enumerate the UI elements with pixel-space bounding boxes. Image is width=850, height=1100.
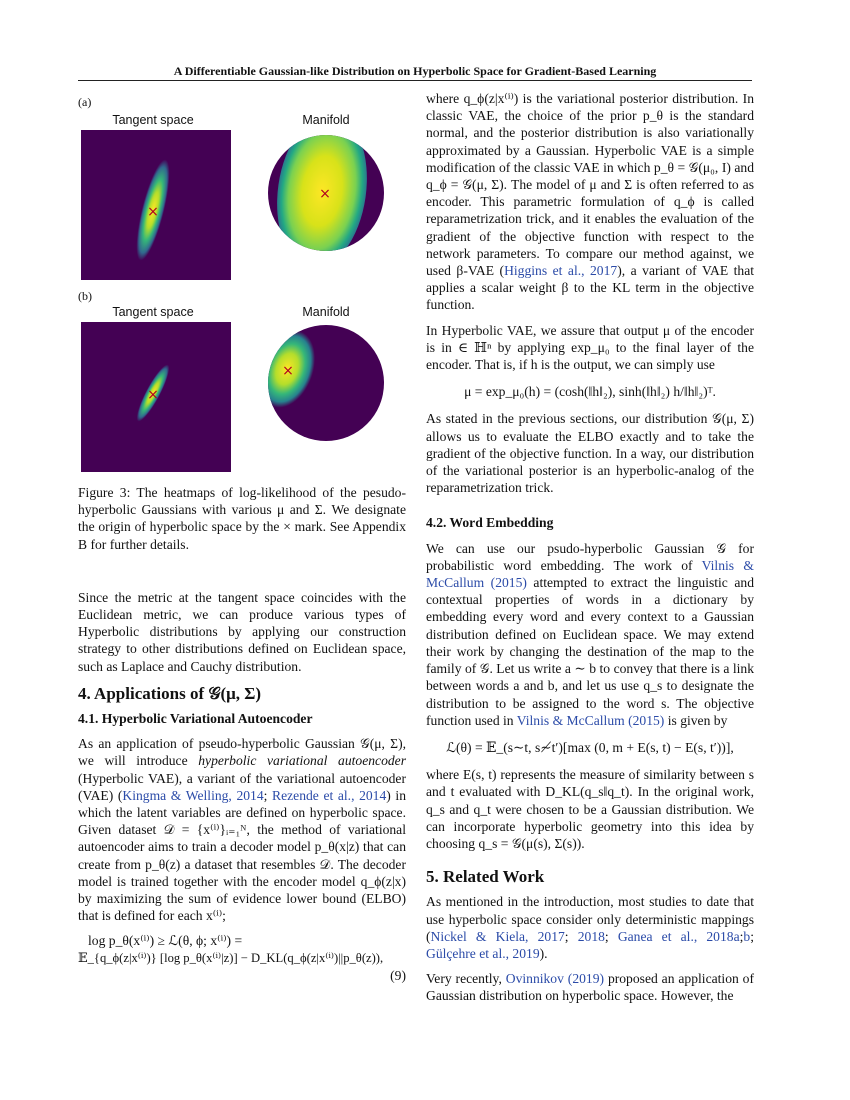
equation-exp-map: μ = exp_μ₀(h) = (cosh(‖h‖₂), sinh(‖h‖₂) h/‖h‖₂)ᵀ.	[464, 384, 716, 400]
origin-mark: ×	[319, 186, 331, 202]
origin-mark: ×	[147, 204, 159, 220]
panel-b-label: (b)	[78, 289, 92, 303]
tangent-title-a: Tangent space	[112, 113, 194, 127]
paragraph-word-embedding: We can use our psudo-hyperbolic Gaussian 𝒢 for probabilistic word embedding. The work of Vilnis & McCallum (2015) attempted to extract the linguistic and contextual properties of words in a dictionary by embedding every word and every context to a Gaussian distribution defined on Euclidean space. We may extend their work by changing the destination of the map to the family of 𝒢. Let us write a ∼ b to convey that there is a link between words a and b, and let us use q_s to designate the distribution to be assigned to the word s. The objective function used in Vilnis & McCallum (2015) is given by	[426, 540, 754, 728]
tangent-heatmap-a	[81, 130, 231, 280]
section-5-heading: 5. Related Work	[426, 867, 545, 887]
citation-link[interactable]: Nickel & Kiela, 2017	[430, 928, 565, 944]
equation-number: (9)	[390, 967, 406, 983]
equation-objective: ℒ(θ) = 𝔼_(s∼t, s≁t′)[max (0, m + E(s, t) − E(s, t′))],	[446, 739, 734, 755]
subsection-4-2-heading: 4.2. Word Embedding	[426, 515, 554, 531]
paragraph-vae: As an application of pseudo-hyperbolic Gaussian 𝒢(μ, Σ), we will introduce hyperbolic variational autoencoder (Hyperbolic VAE), a variant of the variational autoencoder (VAE) (Kingma & Welling, 2014; Rezende et al., 2014) in which the latent variables are defined on hyperbolic space. Given dataset 𝒟 = {x⁽ⁱ⁾}ᵢ₌₁ᴺ, the method of variational autoencoder aims to train a decoder model p_θ(x|z) that can create from p_θ(z) a dataset that resembles 𝒟. The decoder model is trained together with the encoder model q_ϕ(z|x) by maximizing the sum of evidence lower bound (ELBO) that is defined for each x⁽ⁱ⁾;	[78, 736, 406, 924]
paragraph: Since the metric at the tangent space coincides with the Euclidean metric, we can produce various types of Hyperbolic distributions by applying our construction strategy to other distributions defined on Euclidean space, such as Laplace and Cauchy distribution.	[78, 589, 406, 674]
citation-link[interactable]: Kingma & Welling, 2014	[122, 787, 264, 803]
origin-mark: ×	[147, 387, 159, 403]
manifold-title-b: Manifold	[302, 305, 350, 319]
citation-link[interactable]: Ovinnikov (2019)	[505, 971, 605, 987]
paragraph: In Hyperbolic VAE, we assure that output μ of the encoder is in ∈ ℍⁿ by applying exp_μ₀ to the final layer of the encoder. That is, if h is the output, we can simply use	[426, 322, 754, 373]
citation-link[interactable]: Gülçehre et al., 2019	[426, 945, 540, 961]
figure-3	[78, 90, 406, 470]
origin-mark: ×	[282, 363, 294, 379]
citation-link[interactable]: Vilnis & McCallum (2015)	[426, 557, 754, 591]
citation-link[interactable]: b	[743, 928, 751, 944]
manifold-heatmap-b	[260, 317, 392, 449]
tangent-heatmap-b	[81, 322, 231, 472]
tangent-title-b: Tangent space	[112, 305, 194, 319]
citation-link[interactable]: Higgins et al., 2017	[504, 263, 618, 279]
paragraph-related: As mentioned in the introduction, most studies to date that use hyperbolic space consider only deterministic mappings (Nickel & Kiela, 2017; 2018; Ganea et al., 2018a;b; Gülçehre et al., 2019).	[426, 894, 754, 961]
subsection-4-1-heading: 4.1. Hyperbolic Variational Autoencoder	[78, 711, 313, 727]
left-column	[78, 90, 406, 992]
panel-a-label: (a)	[78, 95, 92, 109]
manifold-heatmap-a	[260, 127, 392, 259]
figure-caption: Figure 3: The heatmaps of log-likelihood of the pesudo-hyperbolic Gaussians with various μ and Σ. We designate the origin of hyperbolic space by the × mark. See Appendix B for further details.	[78, 485, 406, 552]
citation-link[interactable]: 2018	[577, 928, 605, 944]
equation-9: log p_θ(x⁽ⁱ⁾) ≥ ℒ(θ, ϕ; x⁽ⁱ⁾) = 𝔼_{q_ϕ(z|x⁽ⁱ⁾)} [log p_θ(x⁽ⁱ⁾|z)] − D_KL(q_ϕ(z|x⁽ⁱ⁾)||p_θ(z)), (9)	[78, 933, 406, 983]
header-rule	[78, 80, 752, 81]
paragraph: As stated in the previous sections, our distribution 𝒢(μ, Σ) allows us to evaluate the ELBO exactly and to take the gradient of the objective function. In a way, our distribution of the variational posterior is an hyperbolic-analog of the reparametrization trick.	[426, 411, 754, 496]
paragraph: where q_ϕ(z|x⁽ⁱ⁾) is the variational posterior distribution. In classic VAE, the choice of the prior p_θ is the standard normal, and the posterior distribution is also variationally approximated by a Gaussian. Hyperbolic VAE is a simple modification of the classic VAE in which p_θ = 𝒢(μ₀, I) and q_ϕ = 𝒢(μ, Σ). The model of μ and Σ is often referred to as encoder. This parametric formulation of q_ϕ is called reparametrization trick, and it enables the evaluation of the gradient of the objective function with respect to the network parameters. To compare our method against, we used β-VAE (Higgins et al., 2017), a variant of VAE that applies a scalar weight β to the KL term in the objective function.	[426, 91, 755, 313]
citation-link[interactable]: Vilnis & McCallum (2015)	[516, 712, 665, 728]
right-column	[426, 90, 754, 1013]
running-header: A Differentiable Gaussian-like Distribution on Hyperbolic Space for Gradient-Based Learning	[173, 64, 657, 78]
citation-link[interactable]: Rezende et al., 2014	[272, 787, 387, 803]
paragraph: where E(s, t) represents the measure of similarity between s and t evaluated with D_KL(q_s‖q_t). In the original work, q_s and q_t were chosen to be a Gaussian distribution. We can incorporate hyperbolic geometry into this idea by choosing q_s = 𝒢(μ(s), Σ(s)).	[426, 767, 754, 851]
paragraph: Very recently, Ovinnikov (2019) proposed an application of Gaussian distribution on hyperbolic space. However, the	[426, 971, 754, 1004]
section-4-heading: 4. Applications of 𝒢(μ, Σ)	[78, 683, 262, 703]
citation-link[interactable]: Ganea et al., 2018a	[617, 928, 740, 944]
manifold-title-a: Manifold	[302, 113, 350, 127]
